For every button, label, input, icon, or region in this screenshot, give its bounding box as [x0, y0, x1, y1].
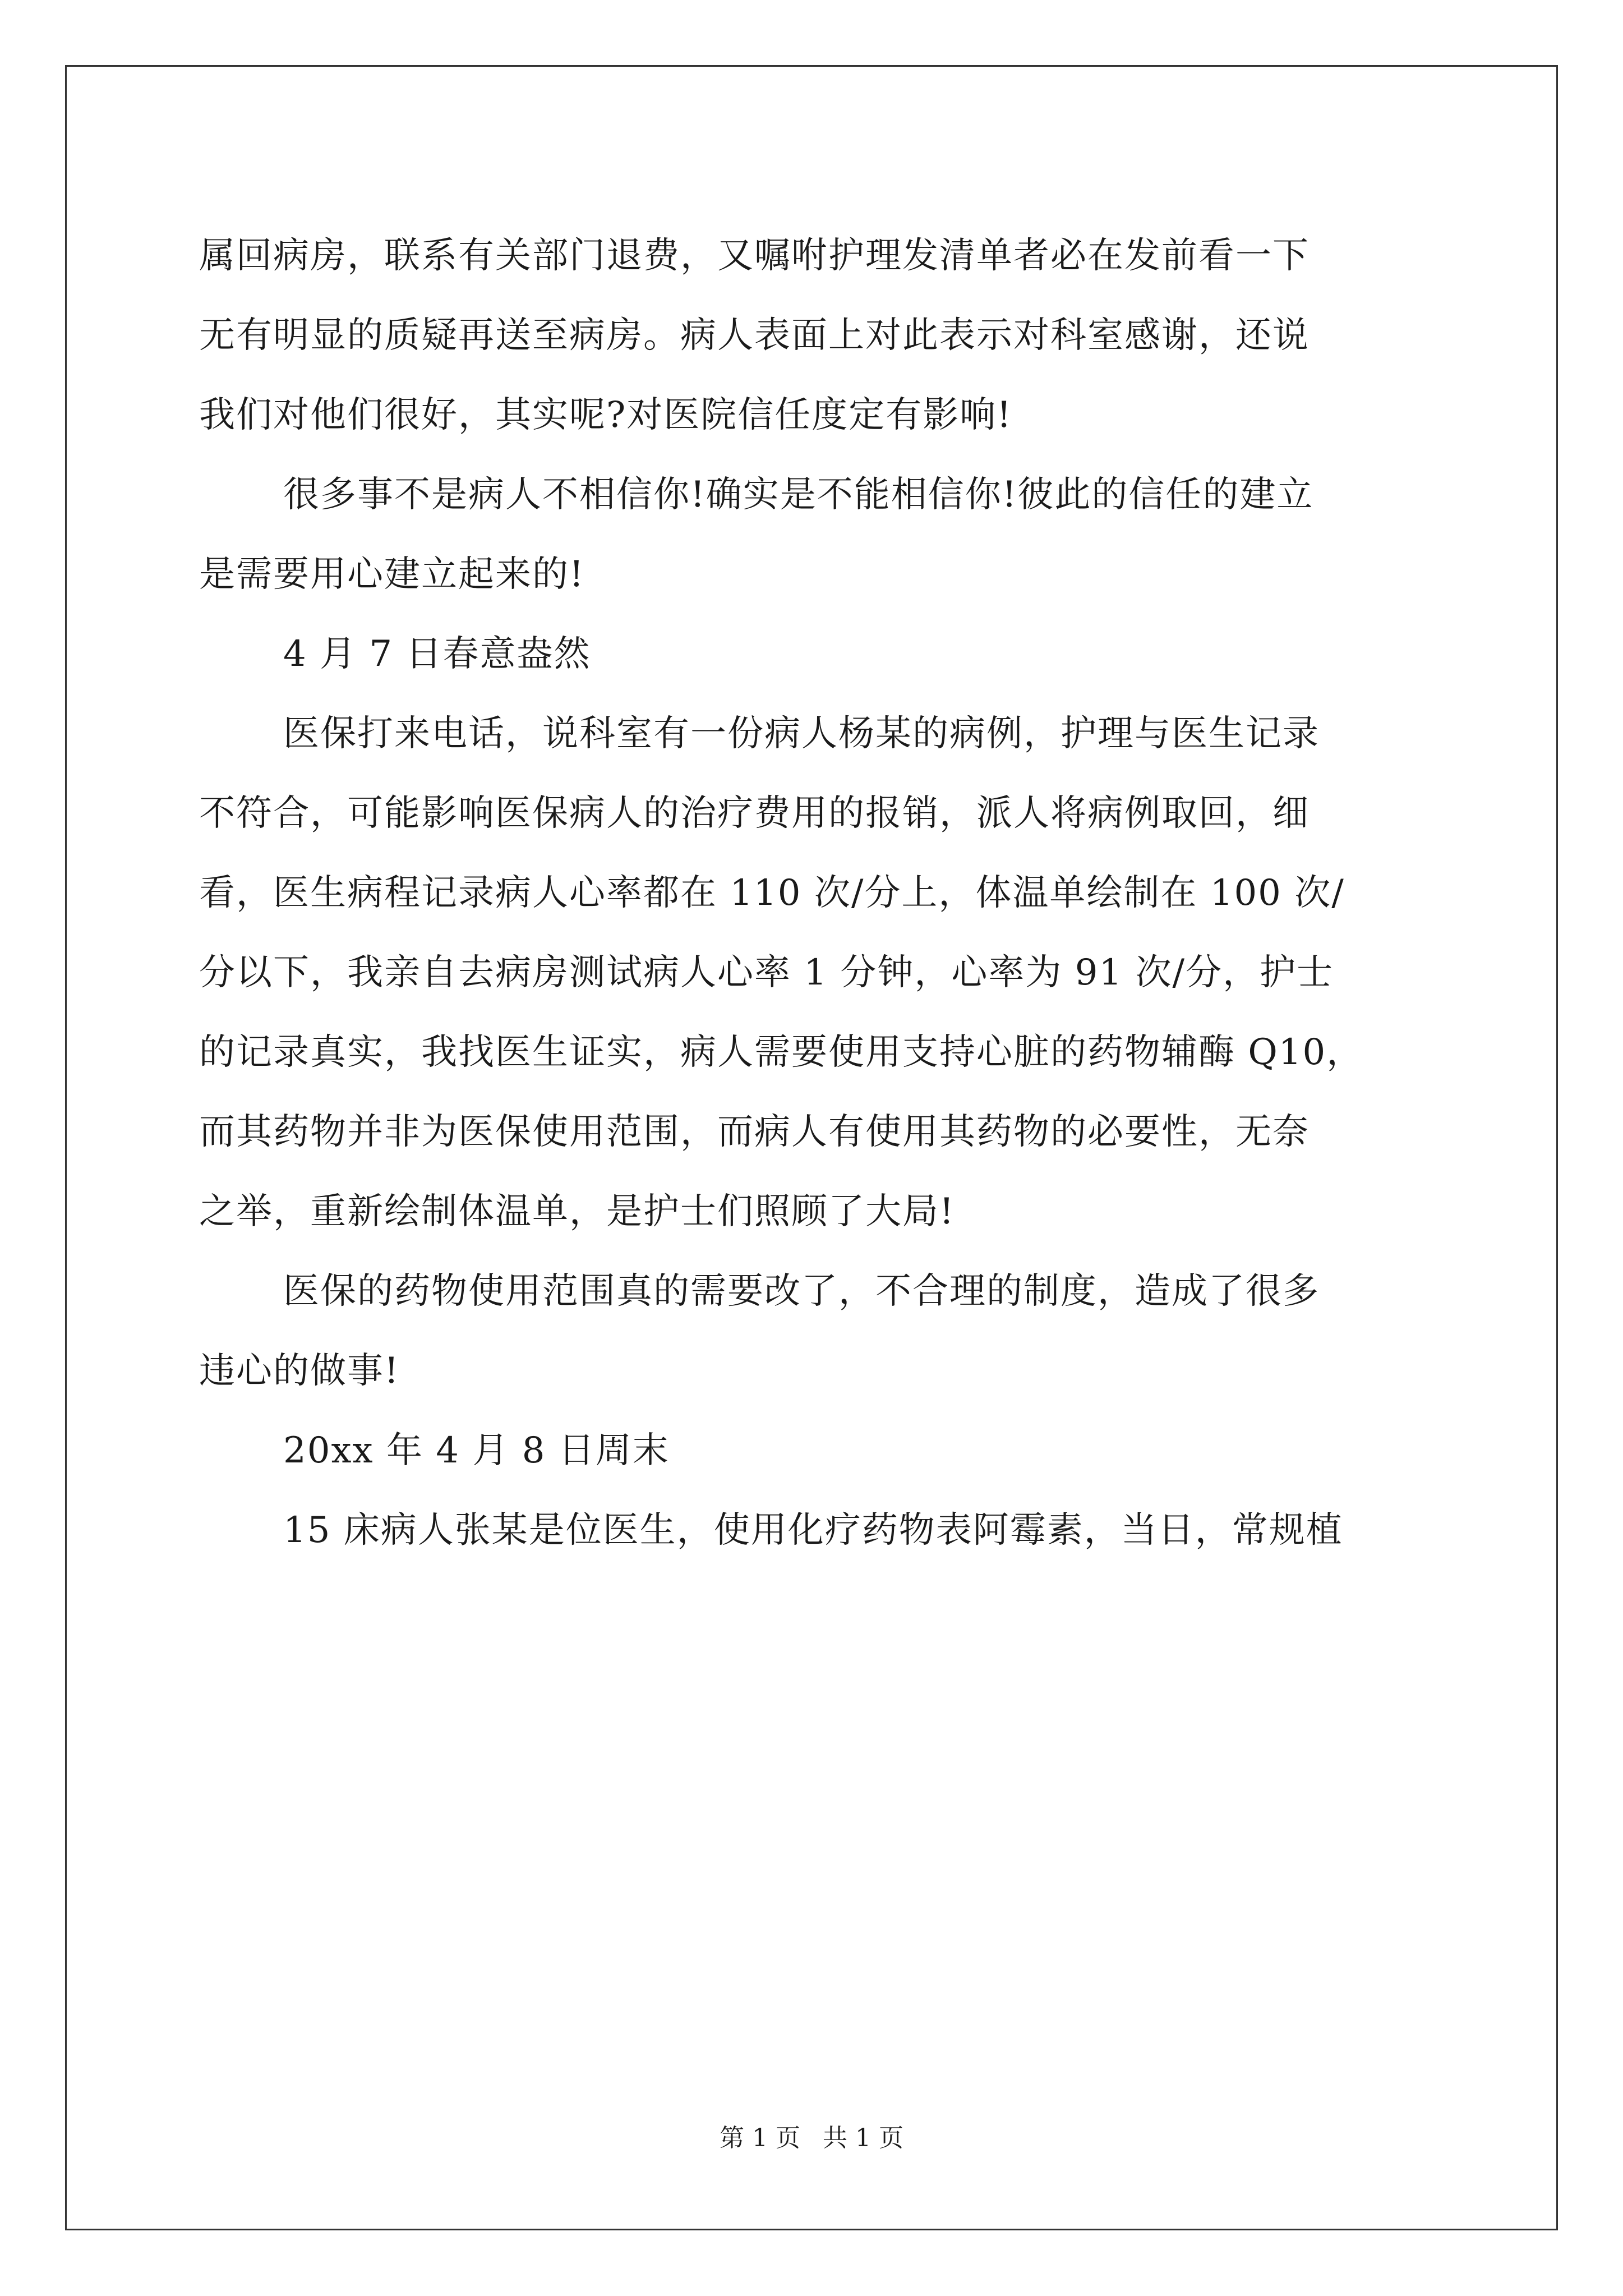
- paragraph-line: 很多事不是病人不相信你!确实是不能相信你!彼此的信任的建立: [283, 474, 1314, 516]
- paragraph-line: 之举，重新绘制体温单，是护士们照顾了大局!: [199, 1191, 955, 1232]
- paragraph-line: 医保的药物使用范围真的需要改了，不合理的制度，造成了很多: [283, 1271, 1320, 1312]
- page-footer: [0, 2122, 1623, 2155]
- paragraph-line: 15 床病人张某是位医生，使用化疗药物表阿霉素，当日，常规植: [283, 1510, 1343, 1551]
- paragraph-line: 分以下，我亲自去病房测试病人心率 1 分钟，心率为 91 次/分，护士: [199, 952, 1334, 993]
- paragraph-line: 而其药物并非为医保使用范围，而病人有使用其药物的必要性，无奈: [199, 1111, 1310, 1153]
- paragraph-line: 我们对他们很好，其实呢?对医院信任度定有影响!: [199, 394, 1013, 436]
- paragraph-line: 医保打来电话，说科室有一份病人杨某的病例，护理与医生记录: [283, 713, 1320, 754]
- paragraph-line: 无有明显的质疑再送至病房。病人表面上对此表示对科室感谢，还说: [199, 315, 1310, 356]
- page-number: 第 1 页: [720, 2124, 800, 2152]
- paragraph-line: 20xx 年 4 月 8 日周末: [283, 1430, 670, 1471]
- paragraph-line: 属回病房，联系有关部门退费，又嘱咐护理发清单者必在发前看一下: [199, 235, 1310, 277]
- paragraph-line: 看，医生病程记录病人心率都在 110 次/分上，体温单绘制在 100 次/: [199, 872, 1345, 914]
- paragraph-line: 4 月 7 日春意盎然: [283, 633, 591, 675]
- paragraph-line: 的记录真实，我找医生证实，病人需要使用支持心脏的药物辅酶 Q10，: [199, 1032, 1364, 1073]
- paragraph-line: 是需要用心建立起来的!: [199, 554, 585, 595]
- page-total: 共 1 页: [823, 2124, 903, 2152]
- paragraph-line: 不符合，可能影响医保病人的治疗费用的报销，派人将病例取回，细: [199, 793, 1310, 834]
- paragraph-line: 违心的做事!: [199, 1350, 400, 1392]
- document-body: [199, 216, 1433, 1570]
